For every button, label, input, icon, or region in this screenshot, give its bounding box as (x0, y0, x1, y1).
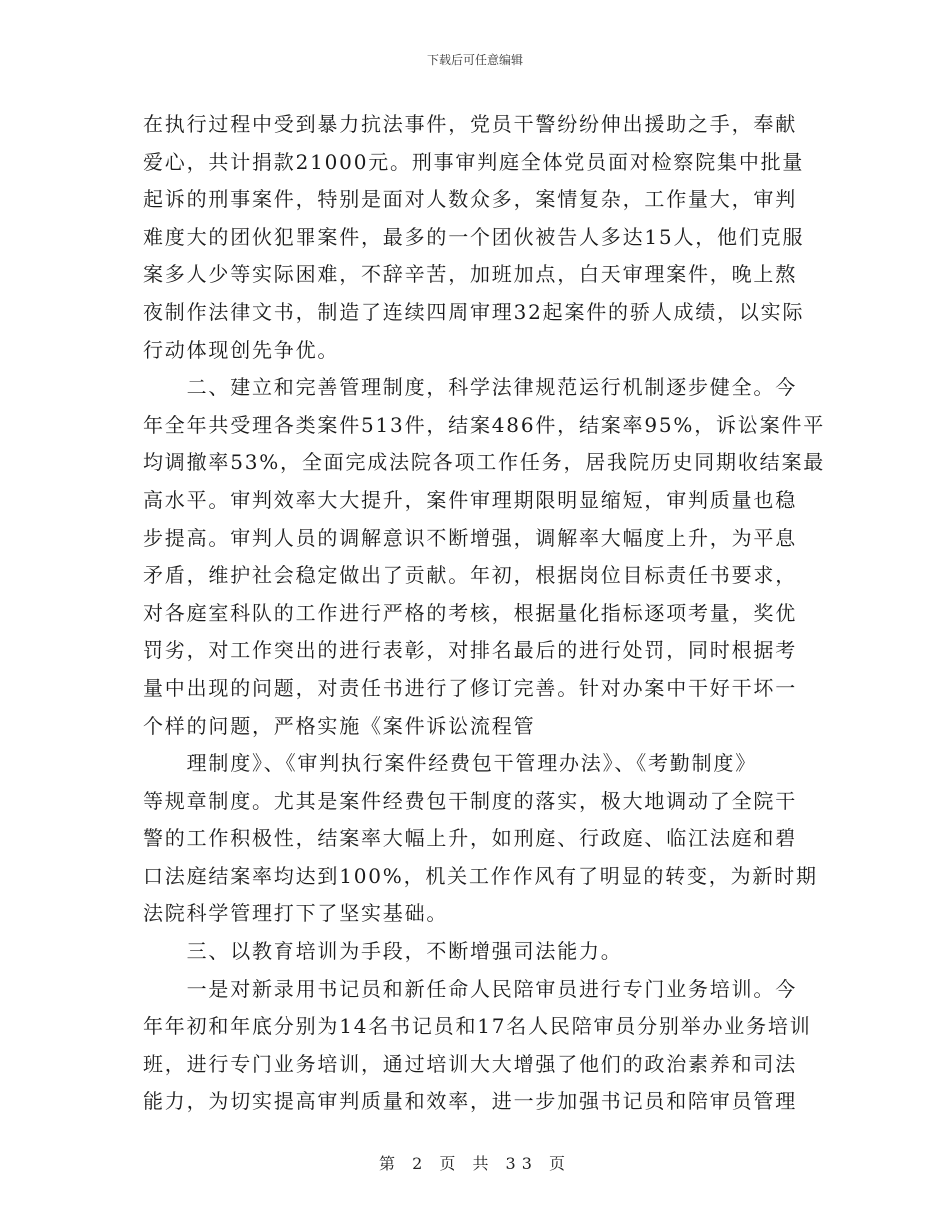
text-line: 起诉的刑事案件，特别是面对人数众多，案情复杂，工作量大，审判 (143, 187, 797, 212)
text-line: 对各庭室科队的工作进行严格的考核，根据量化指标逐项考量，奖优 (143, 600, 797, 625)
text-line: 个样的问题，严格实施《案件诉讼流程管 (143, 713, 536, 738)
text-line: 矛盾，维护社会稳定做出了贡献。年初，根据岗位目标责任书要求， (143, 563, 797, 588)
text-line: 夜制作法律文书，制造了连续四周审理32起案件的骄人成绩，以实际 (143, 299, 805, 324)
section-heading-2: 二、建立和完善管理制度，科学法律规范运行机制逐步健全。今 (143, 375, 797, 400)
text-line: 在执行过程中受到暴力抗法事件，党员干警纷纷伸出援助之手，奉献 (143, 112, 797, 136)
text-line: 高水平。审判效率大大提升，案件审理期限明显缩短，审判质量也稳 (143, 487, 797, 512)
page-header: 下载后可任意编辑 (426, 53, 523, 67)
body-text (143, 106, 826, 1121)
text-line: 罚劣，对工作突出的进行表彰，对排名最后的进行处罚，同时根据考 (143, 638, 797, 663)
text-line: 年全年共受理各类案件513件，结案486件，结案率95%，诉讼案件平 (143, 412, 825, 437)
text-line: 年年初和年底分别为14名书记员和17名人民陪审员分别举办业务培训 (143, 1014, 812, 1039)
page-number-footer: 第 2 页 共 33 页 (379, 1154, 571, 1173)
text-line: 口法庭结案率均达到100%，机关工作作风有了明显的转变，为新时期 (143, 863, 818, 888)
text-line: 能力，为切实提高审判质量和效率，进一步加强书记员和陪审员管理 (143, 1089, 797, 1114)
text-line: 爱心，共计捐款21000元。刑事审判庭全体党员面对检察院集中批量 (143, 149, 805, 174)
text-line: 难度大的团伙犯罪案件，最多的一个团伙被告人多达15人，他们克服 (143, 224, 805, 249)
text-line: 量中出现的问题，对责任书进行了修订完善。针对办案中干好干坏一 (143, 675, 797, 700)
text-line: 行动体现创先争优。 (143, 337, 340, 362)
text-line: 理制度》、《审判执行案件经费包干管理办法》、《考勤制度》 (143, 751, 757, 776)
text-line: 警的工作积极性，结案率大幅上升，如刑庭、行政庭、临江法庭和碧 (143, 826, 797, 851)
section-heading-3: 三、以教育培训为手段，不断增强司法能力。 (143, 939, 623, 964)
text-line: 案多人少等实际困难，不辞辛苦，加班加点，白天审理案件，晚上熬 (143, 262, 797, 287)
text-line: 班，进行专门业务培训，通过培训大大增强了他们的政治素养和司法 (143, 1051, 797, 1076)
text-line: 步提高。审判人员的调解意识不断增强，调解率大幅度上升，为平息 (143, 525, 797, 550)
text-line: 一是对新录用书记员和新任命人民陪审员进行专门业务培训。今 (143, 976, 797, 1001)
text-line: 均调撤率53%，全面完成法院各项工作任务，居我院历史同期收结案最 (143, 450, 826, 475)
text-line: 等规章制度。尤其是案件经费包干制度的落实，极大地调动了全院干 (143, 788, 797, 813)
text-line: 法院科学管理打下了坚实基础。 (143, 901, 449, 926)
